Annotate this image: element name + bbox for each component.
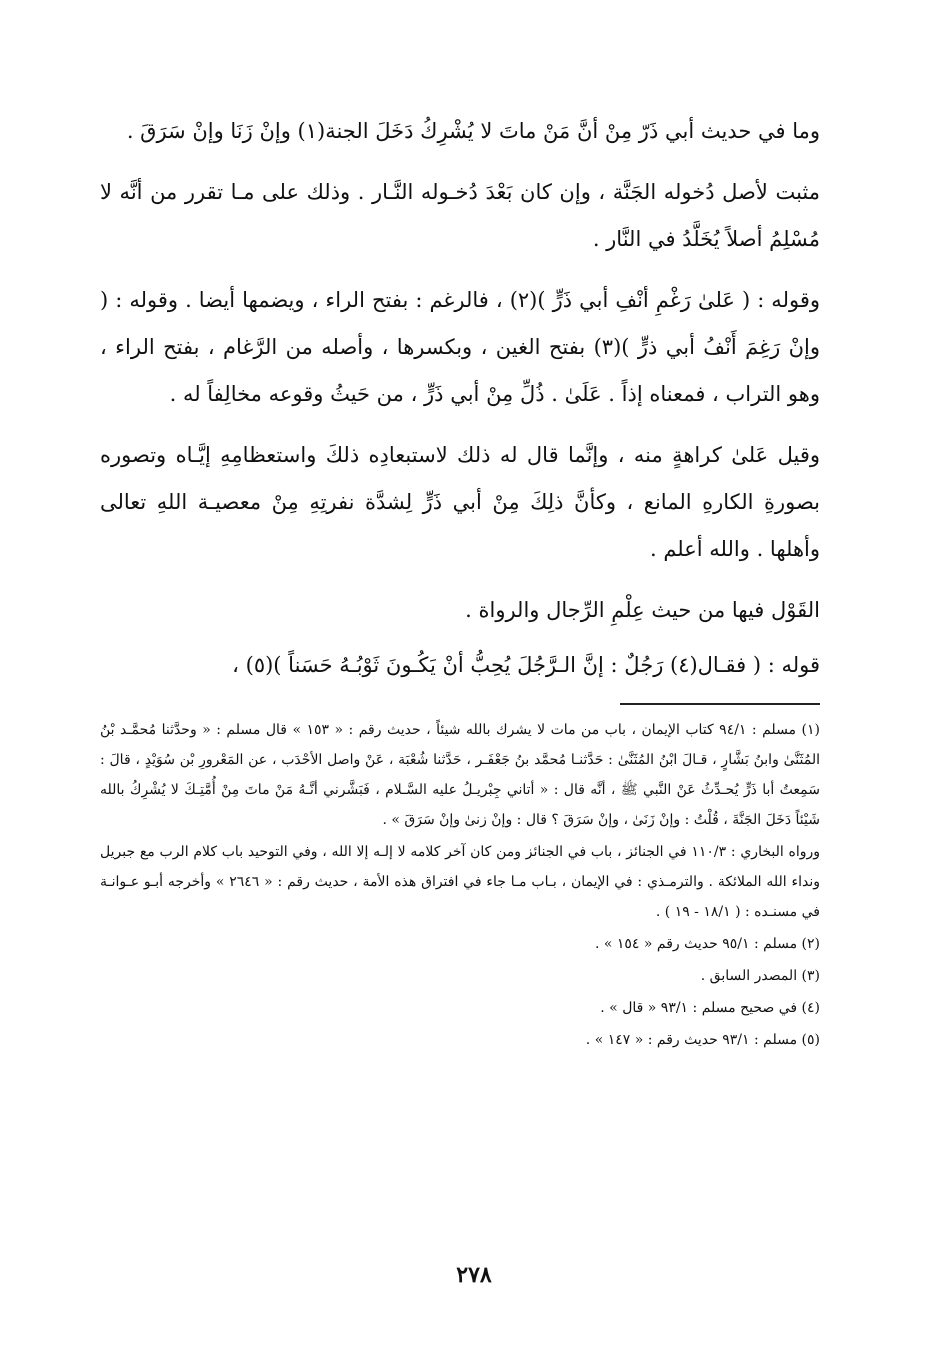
paragraph: وقيل عَلىٰ كراهةٍ منه ، وإنَّما قال له ذلك لاستبعادِه ذلكَ واستعظامِهِ إيَّـاه وتصوره بصورةِ الكارهِ المانع ، وكأنَّ ذلِكَ مِنْ أبي ذَرٍّ لِشدَّة نفرتِهِ مِنْ معصيـة اللهِ تعالى وأهلها . والله أعلم . (100, 443, 820, 561)
paragraph: مثبت لأصل دُخوله الجَنَّة ، وإن كان بَعْدَ دُخـوله النَّـار . وذلك على مـا تقرر من أنَّه لا مُسْلِمُ أصلاً يُخَلَّدُ في النَّار . (100, 180, 820, 251)
paragraph: وقوله : ( عَلىٰ رَغْمِ أنْفِ أبي ذَرٍّ )(٢) ، فالرغم : بفتح الراء ، ويضمها أيضا . وقوله : ( وإنْ رَغِمَ أَنْفُ أبي ذرٍّ )(٣) بفتح الغين ، وبكسرها ، وأصله من الرَّغام ، بفتح الراء ، وهو التراب ، فمعناه إذاً . عَلَىٰ . ذُلِّ مِنْ أبي ذَرٍّ ، من حَيثُ وقوعه مخالِفاً له . (100, 288, 820, 406)
footnote: (٤) في صحيح مسلم : ٩٣/١ « قال » . (600, 1000, 820, 1016)
footnote: (٣) المصدر السابق . (700, 968, 820, 984)
footnote: (٥) مسلم : ٩٣/١ حديث رقم : « ١٤٧ » . (585, 1032, 820, 1048)
section-heading: القَوْل فيها من حيث عِلْمِ الرِّجال والرواة . (465, 598, 820, 622)
footnotes (100, 715, 820, 1055)
footnote: (١) مسلم : ٩٤/١ كتاب الإيمان ، باب من مات لا يشرك بالله شيئاً ، حديث رقم : « ١٥٣ » قال مسلم : « وحدَّثنا مُحمَّـد بْنُ المُثَنَّىٰ وابنُ بَشَّارٍ ، قـالَ ابْنُ المُثَنَّىٰ : حَدَّثنـا مُحمَّد بنُ جَعْفَـر ، حَدَّثنا شُعْبَة ، عَنْ واصل الأحْدَب ، عن المَعْرورِ بْن سُوَيْدٍ ، قالَ : سَمِعتُ أبا ذَرٍّ يُحـدِّثُ عَنْ النَّبي ﷺ ، أنَّه قال : « أتاني جِبْريـلُ عليه السَّـلام ، فَبَشَّرني أنَّـهُ مَنْ ماتَ مِنْ أُمَّتِـكَ لا يُشْرِكُ بالله شَيْئاً دَخَلَ الجَنَّةَ ، قُلْتُ : وإنْ زَنَىٰ ، وإنْ سَرَقَ ؟ قال : وإنْ زنىٰ وإنْ سَرَقَ » . (100, 722, 820, 828)
page-number: ٢٧٨ (456, 1262, 492, 1288)
paragraph: وما في حديث أبي ذَرّ مِنْ أنَّ مَنْ ماتَ لا يُشْرِكُ دَخَلَ الجنة(١) وإنْ زَنَا وإنْ سَرَقَ . (126, 119, 820, 143)
main-text (100, 108, 820, 689)
page-body (100, 108, 820, 1057)
footnote: ورواه البخاري : ١١٠/٣ في الجنائز ، باب في الجنائز ومن كان آخر كلامه لا إلـه إلا الله ، وفي التوحيد باب كلام الرب مع جبريل ونداء الله الملائكة . والترمـذي : في الإيمان ، بـاب مـا جاء في افتراق هذه الأمة ، حديث رقم : « ٢٦٤٦ » وأخرجه أبـو عـوانـة في مسنـده : ( ١٨/١ - ١٩ ) . (100, 844, 820, 920)
paragraph: قوله : ( فقـال(٤) رَجُلٌ : إنَّ الـرَّجُلَ يُحِبُّ أنْ يَكُـونَ ثَوْبُـهُ حَسَناً )(٥) ، (232, 653, 820, 677)
footnote: (٢) مسلم : ٩٥/١ حديث رقم « ١٥٤ » . (594, 936, 820, 952)
footnote-divider (620, 703, 820, 705)
